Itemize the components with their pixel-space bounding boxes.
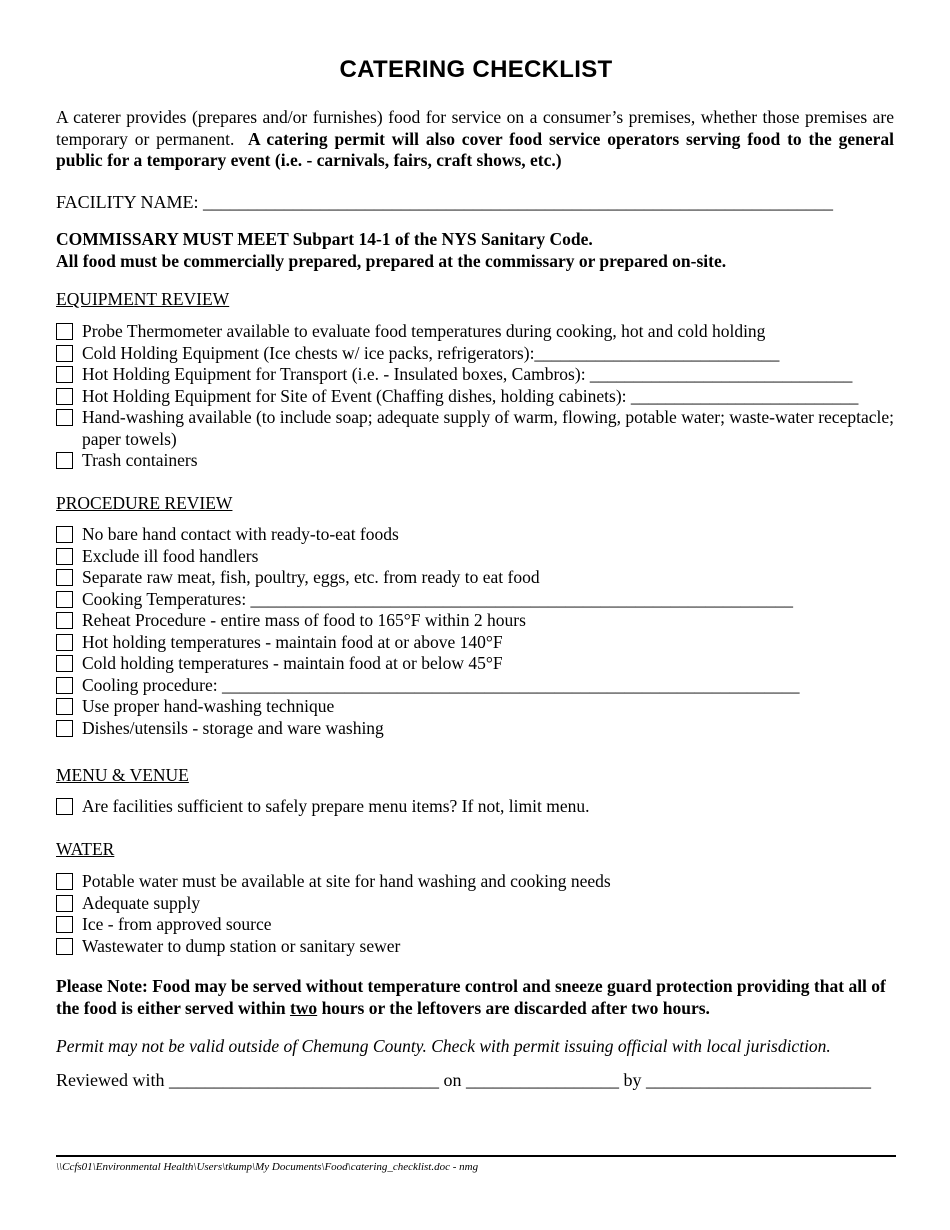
footer-file-path: \\Ccfs01\Environmental Health\Users\tkump\My Documents\Food\catering_checklist.doc - nmg (56, 1161, 479, 1173)
checkbox[interactable] (56, 409, 73, 426)
checkbox[interactable] (56, 938, 73, 955)
facility-name-field[interactable]: ______________________________________________________________________ (203, 192, 833, 212)
checklist-item-label: Hot holding temperatures - maintain food at or above 140°F (82, 631, 503, 652)
checkbox[interactable] (56, 612, 73, 629)
checklist-item-label: Cooling procedure: __________________________________________________________________ (82, 674, 800, 695)
checklist-item (56, 653, 896, 675)
procedure-review-list (56, 524, 896, 739)
checklist-item (56, 343, 896, 365)
checklist-item (56, 567, 896, 589)
equipment-review-heading: EQUIPMENT REVIEW (56, 289, 230, 309)
checkbox[interactable] (56, 452, 73, 469)
checklist-item (56, 696, 896, 718)
checkbox[interactable] (56, 873, 73, 890)
checklist-item-label: Dishes/utensils - storage and ware washing (82, 717, 384, 738)
checklist-item (56, 364, 896, 386)
checkbox[interactable] (56, 591, 73, 608)
by-label: by (623, 1070, 642, 1090)
checkbox[interactable] (56, 916, 73, 933)
please-note (56, 975, 896, 1019)
checklist-item (56, 321, 896, 343)
page-title: CATERING CHECKLIST (339, 56, 613, 83)
checklist-item-label: Separate raw meat, fish, poultry, eggs, etc. from ready to eat food (82, 567, 540, 587)
checklist-item-label: Wastewater to dump station or sanitary sewer (82, 935, 401, 956)
checklist-item (56, 407, 896, 450)
checklist-item-label: Hand-washing available (to include soap; adequate supply of warm, flowing, potable water; waste-water receptacle; paper towels) (82, 407, 894, 449)
reviewed-with-label: Reviewed with (56, 1070, 165, 1090)
equipment-review-list (56, 321, 896, 472)
checklist-item (56, 675, 896, 697)
checklist-item (56, 914, 896, 936)
checklist-item-label: Ice - from approved source (82, 914, 272, 934)
checklist-item-label: Cold Holding Equipment (Ice chests w/ ice packs, refrigerators):____________________________ (82, 342, 780, 363)
checklist-item (56, 796, 896, 818)
checkbox[interactable] (56, 798, 73, 815)
checklist-item-label: Reheat Procedure - entire mass of food to 165°F within 2 hours (82, 610, 526, 630)
checkbox[interactable] (56, 569, 73, 586)
on-label: on (443, 1070, 462, 1090)
footer-divider (56, 1155, 896, 1157)
checklist-item-label: Hot Holding Equipment for Transport (i.e. - Insulated boxes, Cambros): ______________________________ (82, 364, 853, 384)
note-text-1: Please Note: Food may be served without temperature control and sneeze guard protection providing that all of the food is either served within (56, 976, 886, 1018)
reviewed-line (56, 1070, 871, 1091)
checkbox[interactable] (56, 345, 73, 362)
checklist-item-label: Cooking Temperatures: ______________________________________________________________ (82, 588, 794, 609)
checklist-item-label: Are facilities sufficient to safely prepare menu items? If not, limit menu. (82, 796, 590, 816)
checklist-item (56, 546, 896, 568)
checklist-item-label: Potable water must be available at site for hand washing and cooking needs (82, 871, 611, 891)
checkbox[interactable] (56, 677, 73, 694)
permit-validity-note: Permit may not be valid outside of Chemung County. Check with permit issuing official with local jurisdiction. (56, 1036, 831, 1056)
checklist-item (56, 524, 896, 546)
checklist-item-label: Cold holding temperatures - maintain food at or below 45°F (82, 653, 503, 673)
checklist-item (56, 871, 896, 893)
reviewed-with-field[interactable]: ______________________________ (168, 1070, 439, 1090)
checkbox[interactable] (56, 698, 73, 715)
water-heading: WATER (56, 839, 115, 859)
checklist-item (56, 589, 896, 611)
commissary-line-2: All food must be commercially prepared, prepared at the commissary or prepared on-site. (56, 250, 727, 271)
checkbox[interactable] (56, 548, 73, 565)
checkbox[interactable] (56, 366, 73, 383)
water-list (56, 871, 896, 957)
checkbox[interactable] (56, 720, 73, 737)
facility-name-label: FACILITY NAME: (56, 192, 199, 212)
commissary-requirements (56, 229, 726, 272)
checklist-item-label: Exclude ill food handlers (82, 545, 259, 566)
date-field[interactable]: _________________ (465, 1070, 619, 1090)
checklist-item (56, 610, 896, 632)
checklist-item-label: Trash containers (82, 450, 198, 470)
checklist-item (56, 893, 896, 915)
checklist-item (56, 386, 896, 408)
checklist-item (56, 632, 896, 654)
intro-bold-text: A catering permit will also cover food service operators serving food to the general public for a temporary event (i.e. - carnivals, fairs, craft shows, etc.) (56, 128, 894, 170)
checklist-item-label: Probe Thermometer available to evaluate food temperatures during cooking, hot and cold holding (82, 321, 766, 341)
procedure-review-heading: PROCEDURE REVIEW (56, 493, 233, 513)
intro-plain-text: A caterer provides (prepares and/or furnishes) food for service on a consumer’s premises, whether those premises are temporary or permanent. (56, 107, 894, 149)
menu-venue-list (56, 796, 896, 818)
menu-venue-heading: MENU & VENUE (56, 765, 189, 785)
checkbox[interactable] (56, 388, 73, 405)
checklist-item (56, 450, 896, 472)
reviewer-field[interactable]: _________________________ (645, 1070, 871, 1090)
commissary-line-1: COMMISSARY MUST MEET Subpart 14-1 of the NYS Sanitary Code. (56, 229, 593, 249)
checkbox[interactable] (56, 634, 73, 651)
checkbox[interactable] (56, 323, 73, 340)
checkbox[interactable] (56, 655, 73, 672)
checkbox[interactable] (56, 526, 73, 543)
note-underlined-word: two (289, 998, 318, 1018)
checklist-item-label: No bare hand contact with ready-to-eat foods (82, 524, 399, 544)
checklist-item-label: Adequate supply (82, 892, 201, 913)
intro-paragraph (56, 107, 894, 172)
facility-name-line (56, 192, 833, 213)
note-text-2: hours or the leftovers are discarded after two hours. (317, 998, 710, 1018)
checklist-item (56, 936, 896, 958)
checklist-item-label: Use proper hand-washing technique (82, 696, 335, 716)
checkbox[interactable] (56, 895, 73, 912)
checklist-item-label: Hot Holding Equipment for Site of Event (Chaffing dishes, holding cabinets): __________________________ (82, 385, 859, 406)
checklist-item (56, 718, 896, 740)
